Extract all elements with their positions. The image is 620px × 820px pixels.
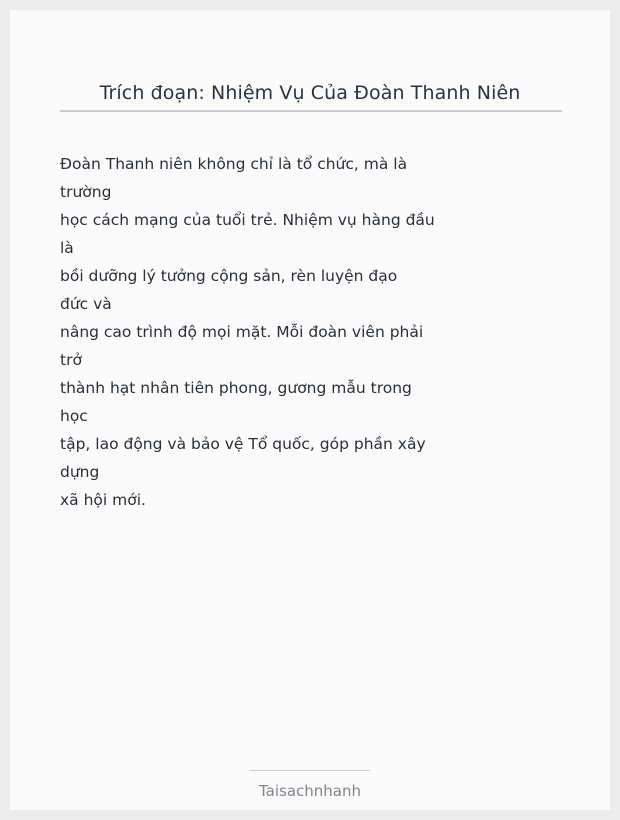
document-page	[10, 10, 610, 810]
text-line: Đoàn Thanh niên không chỉ là tổ chức, mà là	[60, 155, 408, 173]
title-divider	[60, 110, 562, 112]
text-line: trường	[60, 183, 112, 201]
text-line: thành hạt nhân tiên phong, gương mẫu trong	[60, 379, 412, 397]
text-line: học	[60, 407, 88, 425]
text-line: đức và	[60, 295, 112, 313]
body-text	[60, 150, 435, 514]
text-line: là	[60, 239, 74, 257]
text-line: xã hội mới.	[60, 491, 146, 509]
document-title: Trích đoạn: Nhiệm Vụ Của Đoàn Thanh Niên	[99, 82, 521, 104]
text-line: tập, lao động và bảo vệ Tổ quốc, góp phần xây	[60, 435, 426, 453]
text-line: học cách mạng của tuổi trẻ. Nhiệm vụ hàng đầu	[60, 211, 435, 229]
footer-brand: Taisachnhanh	[258, 782, 362, 800]
text-line: bồi dưỡng lý tưởng cộng sản, rèn luyện đạo	[60, 267, 398, 285]
text-line: trở	[60, 351, 82, 369]
text-line: nâng cao trình độ mọi mặt. Mỗi đoàn viên phải	[60, 323, 424, 341]
text-line: dựng	[60, 463, 100, 481]
footer-divider	[250, 770, 370, 771]
